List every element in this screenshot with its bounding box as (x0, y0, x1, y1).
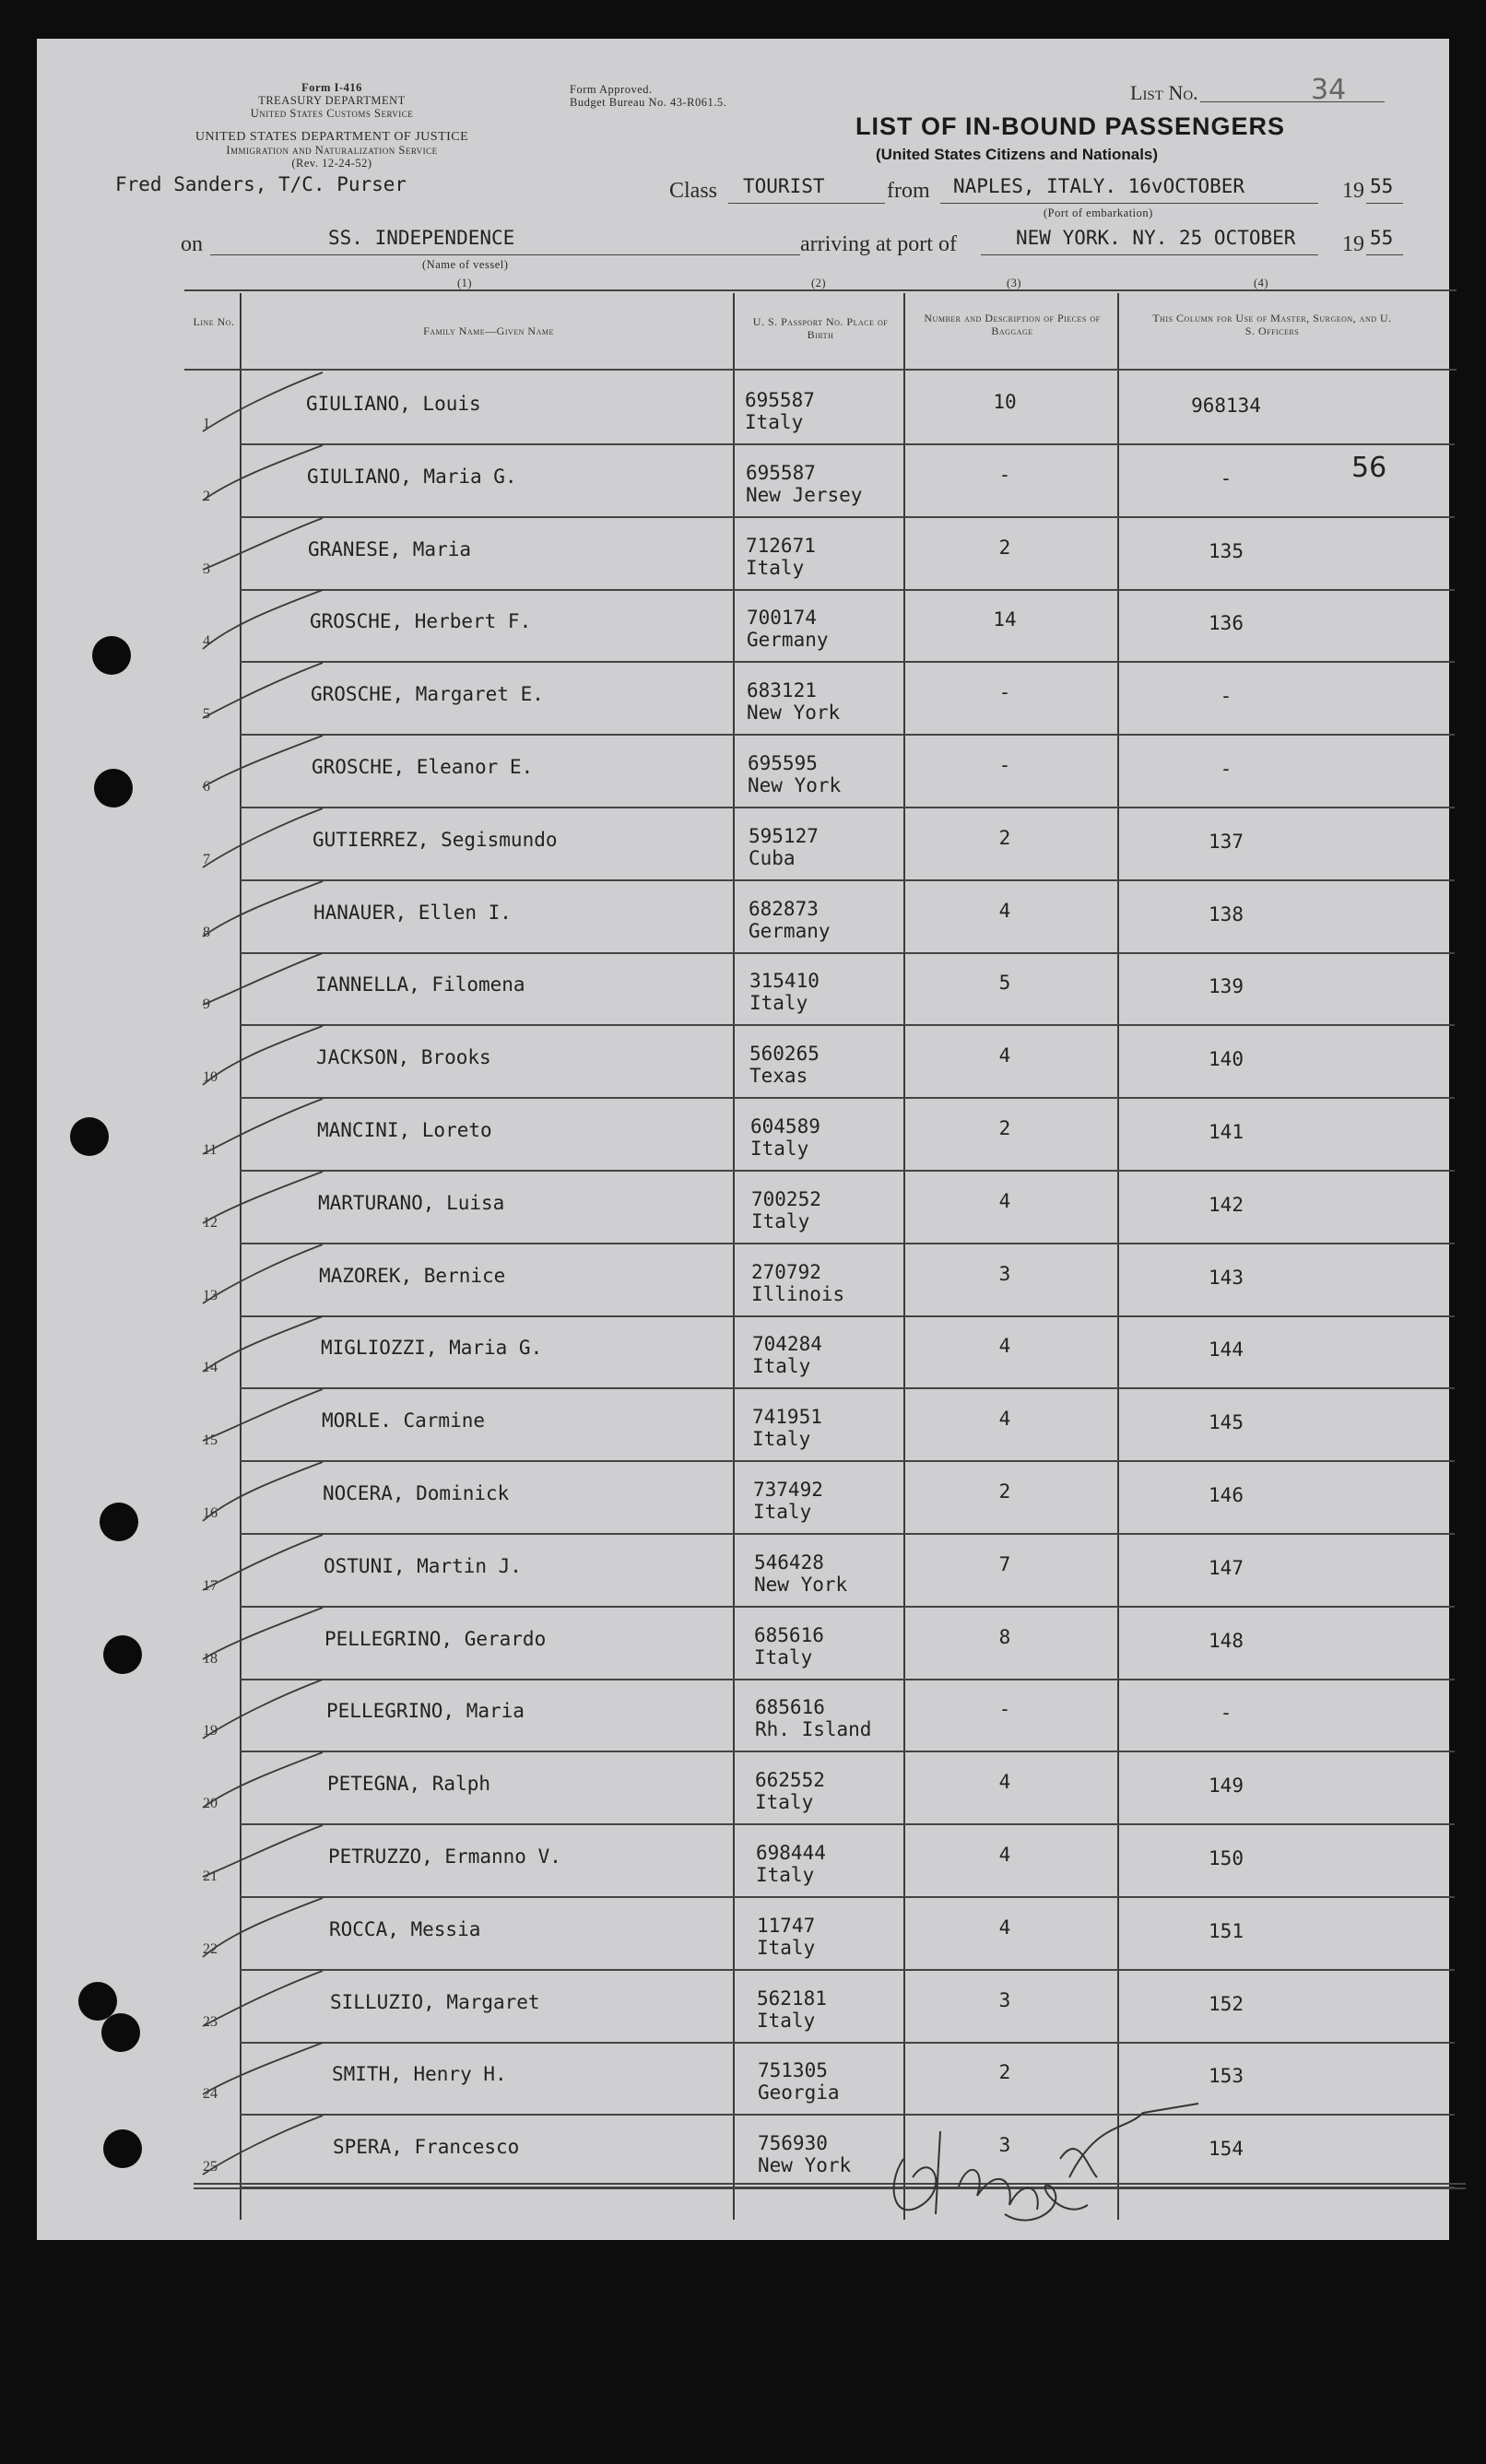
passenger-name: PELLEGRINO, Gerardo (324, 1628, 547, 1650)
purser-name: Fred Sanders, T/C. Purser (115, 173, 407, 195)
passport-cell (757, 1987, 827, 2032)
baggage-count: 4 (998, 1916, 1011, 1939)
place-of-birth: Italy (752, 1428, 811, 1450)
officer-number: 152 (1209, 1993, 1244, 2015)
table-row (37, 590, 1449, 663)
table-row (37, 1535, 1449, 1608)
place-of-birth: Italy (749, 992, 808, 1014)
handwritten-signature (848, 2048, 1217, 2233)
arrival-blank (981, 254, 1318, 255)
passport-number: 695595 (748, 752, 818, 774)
passport-cell (749, 970, 820, 1014)
baggage-count: 10 (993, 391, 1017, 413)
col-header-baggage: Number and Description of Pieces of Baggage (924, 312, 1101, 337)
vessel-blank (210, 254, 800, 255)
passport-cell (752, 1406, 822, 1450)
passenger-name: MARTURANO, Luisa (318, 1192, 505, 1214)
line-number: 23 (203, 2014, 218, 2030)
passenger-name: IANNELLA, Filomena (315, 973, 525, 996)
baggage-count: 4 (998, 1408, 1011, 1430)
form-issuer-block (175, 81, 489, 120)
check-mark (194, 1239, 341, 1313)
passport-cell (754, 1624, 824, 1668)
place-of-birth: Italy (752, 1355, 811, 1377)
passport-number: 11747 (757, 1915, 816, 1937)
treasury-dept: TREASURY DEPARTMENT (258, 94, 406, 107)
baggage-count: 2 (998, 536, 1011, 559)
passport-cell (751, 1188, 821, 1232)
officer-number: 136 (1209, 612, 1244, 634)
passport-number: 700174 (747, 607, 817, 629)
passenger-manifest-page (37, 39, 1449, 2240)
line-number: 24 (203, 2086, 218, 2102)
passport-cell (758, 2132, 851, 2176)
baggage-count: 8 (998, 1626, 1011, 1648)
justice-dept: UNITED STATES DEPARTMENT OF JUSTICE (195, 130, 469, 144)
officer-number: 144 (1209, 1338, 1244, 1361)
passenger-name: GIULIANO, Louis (306, 393, 481, 415)
passport-cell (751, 1261, 844, 1305)
passport-number: 700252 (751, 1188, 821, 1210)
officer-number: 137 (1209, 831, 1244, 853)
line-number: 16 (203, 1505, 218, 1521)
table-row (37, 2116, 1449, 2188)
place-of-birth: Cuba (749, 847, 796, 869)
check-mark (194, 876, 341, 949)
check-mark (194, 1892, 341, 1966)
officer-number: 150 (1209, 1847, 1244, 1869)
baggage-count: 2 (998, 1117, 1011, 1139)
baggage-count: 4 (998, 1190, 1011, 1212)
officer-number: 142 (1209, 1194, 1244, 1216)
passenger-name: JACKSON, Brooks (316, 1046, 491, 1068)
check-mark (194, 367, 341, 441)
passport-cell (747, 607, 829, 651)
table-top-rule (184, 289, 1457, 291)
line-number: 18 (203, 1651, 218, 1667)
col-header-passport: U. S. Passport No. Place of Birth (752, 315, 889, 341)
line-number: 1 (203, 416, 210, 431)
passenger-name: GUTIERREZ, Segismundo (313, 829, 558, 851)
passport-number: 685616 (754, 1624, 824, 1646)
check-mark (194, 1020, 341, 1094)
port-embark-label: (Port of embarkation) (1044, 206, 1153, 219)
passenger-name: GIULIANO, Maria G. (307, 466, 517, 488)
table-row (37, 372, 1449, 445)
place-of-birth: Italy (755, 1791, 814, 1813)
baggage-count: 4 (998, 1335, 1011, 1357)
line-number: 17 (203, 1578, 218, 1594)
line-number: 12 (203, 1215, 218, 1231)
line-number: 20 (203, 1796, 218, 1811)
officer-number: 154 (1209, 2138, 1244, 2160)
place-of-birth: New York (747, 701, 841, 724)
baggage-count: 5 (998, 972, 1011, 994)
page-subtitle: (United States Citizens and Nationals) (876, 146, 1159, 163)
from-label: from (887, 179, 930, 203)
passport-number: 695587 (745, 389, 815, 411)
place-of-birth: Italy (757, 1937, 816, 1959)
passenger-name: NOCERA, Dominick (323, 1482, 510, 1504)
passport-number: 737492 (753, 1479, 823, 1501)
place-of-birth: New York (748, 774, 842, 796)
passport-number: 741951 (752, 1406, 822, 1428)
baggage-count: 4 (998, 1771, 1011, 1793)
passenger-name: GRANESE, Maria (308, 538, 472, 560)
passport-cell (747, 679, 840, 724)
passport-number: 756930 (758, 2132, 828, 2154)
passport-number: 604589 (750, 1115, 820, 1138)
passport-number: 698444 (756, 1842, 826, 1864)
place-of-birth: Italy (753, 1501, 812, 1523)
year-blank-2 (1366, 254, 1403, 255)
passport-cell (745, 389, 815, 433)
line-number: 19 (203, 1723, 218, 1739)
form-number: Form I-416 (301, 81, 362, 94)
class-value: TOURIST (743, 175, 825, 197)
line-number: 3 (203, 561, 210, 577)
baggage-count: 3 (998, 1989, 1011, 2011)
list-no-blank (1200, 101, 1385, 102)
place-of-birth: Italy (751, 1210, 810, 1232)
year-blank-1 (1366, 203, 1403, 204)
place-of-birth: Illinois (751, 1283, 845, 1305)
header-bottom-rule (184, 369, 1457, 371)
col-header-line-no: Line No. (193, 315, 235, 328)
passport-cell (749, 898, 831, 942)
table-row (37, 1752, 1449, 1825)
passenger-name: GROSCHE, Herbert F. (310, 610, 532, 632)
table-row (37, 808, 1449, 881)
baggage-count: 4 (998, 1044, 1011, 1067)
col-index-2: (2) (811, 277, 827, 289)
check-mark (194, 1820, 341, 1893)
year-prefix-2: 19 (1342, 232, 1364, 256)
officer-number: 135 (1209, 540, 1244, 562)
passport-cell (750, 1115, 820, 1160)
line-number: 14 (203, 1360, 218, 1375)
place-of-birth: Italy (756, 1864, 815, 1886)
line-number: 10 (203, 1069, 218, 1085)
passport-cell (757, 1915, 815, 1959)
baggage-count: 4 (998, 900, 1011, 922)
form-approval (570, 83, 726, 109)
table-row (37, 518, 1449, 591)
passport-number: 270792 (751, 1261, 821, 1283)
col-header-officers: This Column for Use of Master, Surgeon, and U. S. Officers (1152, 312, 1392, 337)
passenger-name: SMITH, Henry H. (332, 2063, 507, 2085)
passport-number: 712671 (746, 535, 816, 557)
baggage-count: 3 (998, 1263, 1011, 1285)
officer-number: 968134 (1191, 395, 1261, 417)
check-mark (194, 1166, 341, 1240)
budget-bureau: Budget Bureau No. 43-R061.5. (570, 96, 727, 109)
table-row (37, 953, 1449, 1026)
passport-number: 683121 (747, 679, 817, 701)
passenger-name: HANAUER, Ellen I. (313, 902, 512, 924)
passport-number: 662552 (755, 1769, 825, 1791)
passport-cell (755, 1769, 825, 1813)
check-mark (194, 2110, 341, 2184)
place-of-birth: Italy (745, 411, 804, 433)
col-index-4: (4) (1254, 277, 1269, 289)
baggage-count: - (998, 754, 1011, 776)
place-of-birth: Rh. Island (755, 1718, 872, 1740)
officer-number: 140 (1209, 1048, 1244, 1070)
check-mark (194, 1311, 341, 1385)
vessel-name: SS. INDEPENDENCE (328, 227, 515, 249)
year-2: 55 (1370, 227, 1394, 249)
passport-cell (746, 535, 816, 579)
place-of-birth: New Jersey (746, 484, 863, 506)
class-label: Class (669, 179, 718, 203)
officer-number: 146 (1209, 1484, 1244, 1506)
passenger-name: MIGLIOZZI, Maria G. (321, 1337, 543, 1359)
check-mark (194, 440, 341, 513)
table-row (37, 1608, 1449, 1680)
check-mark (194, 1602, 341, 1676)
line-number: 4 (203, 633, 210, 649)
passport-number: 560265 (749, 1043, 820, 1065)
table-row (37, 2043, 1449, 2116)
passport-cell (753, 1479, 823, 1523)
col-index-1: (1) (457, 277, 473, 289)
passport-number: 315410 (749, 970, 820, 992)
line-number: 7 (203, 852, 210, 867)
line-number: 13 (203, 1288, 218, 1303)
line-number: 6 (203, 779, 210, 795)
col-index-3: (3) (1007, 277, 1022, 289)
table-row (37, 1244, 1449, 1317)
baggage-count: - (998, 681, 1011, 703)
form-revision: (Rev. 12-24-52) (291, 157, 372, 170)
passport-number: 682873 (749, 898, 819, 920)
place-of-birth: Texas (749, 1065, 808, 1087)
check-mark (194, 2037, 341, 2111)
list-no-label: List No. (1130, 81, 1198, 104)
passenger-name: PELLEGRINO, Maria (326, 1700, 525, 1722)
table-row (37, 881, 1449, 954)
page-title: LIST OF IN-BOUND PASSENGERS (855, 112, 1286, 140)
line-number: 5 (203, 706, 210, 722)
officer-number: 138 (1209, 903, 1244, 925)
check-mark (194, 1456, 341, 1530)
vessel-name-label: (Name of vessel) (422, 258, 509, 271)
place-of-birth: New York (758, 2154, 852, 2176)
check-mark (194, 730, 341, 804)
passenger-name: MANCINI, Loreto (317, 1119, 492, 1141)
passport-cell (758, 2059, 840, 2104)
baggage-count: 4 (998, 1844, 1011, 1866)
place-of-birth: Germany (749, 920, 831, 942)
officer-number: 148 (1209, 1630, 1244, 1652)
place-of-birth: Italy (757, 2010, 816, 2032)
passport-cell (748, 752, 841, 796)
baggage-count: 2 (998, 827, 1011, 849)
passport-cell (756, 1842, 826, 1886)
table-row (37, 1316, 1449, 1389)
place-of-birth: Germany (747, 629, 829, 651)
table-row (37, 1099, 1449, 1172)
officer-number: - (1220, 685, 1232, 707)
year-prefix-1: 19 (1342, 179, 1364, 203)
officer-number: 141 (1209, 1121, 1244, 1143)
place-of-birth: Georgia (758, 2081, 840, 2104)
line-number: 21 (203, 1869, 218, 1884)
passport-number: 562181 (757, 1987, 827, 2010)
officer-number: - (1220, 1702, 1232, 1724)
passenger-name: PETEGNA, Ralph (327, 1773, 491, 1795)
passport-cell (749, 1043, 820, 1087)
check-mark (194, 1747, 341, 1821)
customs-service: United States Customs Service (250, 107, 414, 120)
check-mark (194, 513, 341, 586)
officer-number: 149 (1209, 1774, 1244, 1797)
line-number: 8 (203, 925, 210, 940)
table-row (37, 1172, 1449, 1244)
from-blank (940, 203, 1318, 204)
officer-number: 139 (1209, 975, 1244, 997)
baggage-count: - (998, 464, 1011, 486)
margin-note: 56 (1351, 452, 1387, 484)
ins-service: Immigration and Naturalization Service (226, 144, 438, 157)
passenger-name: OSTUNI, Martin J. (324, 1555, 522, 1577)
table-row (37, 663, 1449, 736)
passport-number: 704284 (752, 1333, 822, 1355)
passport-cell (754, 1551, 847, 1596)
table-row (37, 736, 1449, 808)
table-row (37, 1680, 1449, 1752)
officer-number: 143 (1209, 1267, 1244, 1289)
line-number: 25 (203, 2159, 218, 2175)
passport-number: 685616 (755, 1696, 825, 1718)
year-1: 55 (1370, 175, 1394, 197)
passport-cell (752, 1333, 822, 1377)
passport-number: 751305 (758, 2059, 828, 2081)
line-number: 2 (203, 489, 210, 504)
place-of-birth: Italy (746, 557, 805, 579)
embark-port: NAPLES, ITALY. 16vOCTOBER (953, 175, 1245, 197)
passenger-name: GROSCHE, Margaret E. (311, 683, 544, 705)
baggage-count: 3 (998, 2134, 1011, 2156)
baggage-count: - (998, 1698, 1011, 1720)
passport-number: 595127 (749, 825, 819, 847)
form-approved: Form Approved. (570, 83, 653, 96)
list-no-value: 34 (1311, 74, 1347, 106)
line-number: 15 (203, 1432, 218, 1448)
justice-block (175, 131, 489, 170)
check-mark (194, 803, 341, 877)
officer-number: - (1220, 467, 1232, 489)
officer-number: - (1220, 758, 1232, 780)
table-bottom-rule (194, 2183, 1466, 2185)
check-mark (194, 657, 341, 731)
baggage-count: 2 (998, 1480, 1011, 1503)
passport-number: 695587 (746, 462, 816, 484)
passport-number: 546428 (754, 1551, 824, 1574)
passenger-name: MORLE. Carmine (322, 1409, 486, 1432)
line-number: 22 (203, 1941, 218, 1957)
passenger-name: SILLUZIO, Margaret (330, 1991, 540, 2013)
passenger-name: SPERA, Francesco (333, 2136, 520, 2158)
place-of-birth: Italy (750, 1138, 809, 1160)
check-mark (194, 1965, 341, 2039)
check-mark (194, 1093, 341, 1167)
on-label: on (181, 232, 203, 256)
check-mark (194, 584, 341, 658)
arrival-port: NEW YORK. NY. 25 OCTOBER (1016, 227, 1296, 249)
officer-number: 151 (1209, 1920, 1244, 1942)
table-bottom-rule-2 (194, 2187, 1466, 2189)
baggage-count: 2 (998, 2061, 1011, 2083)
place-of-birth: Italy (754, 1646, 813, 1668)
arriving-label: arriving at port of (800, 232, 957, 256)
passenger-name: MAZOREK, Bernice (319, 1265, 506, 1287)
table-row (37, 1825, 1449, 1898)
passenger-name: ROCCA, Messia (329, 1918, 481, 1940)
check-mark (194, 948, 341, 1021)
table-row (37, 1971, 1449, 2044)
line-number: 9 (203, 996, 210, 1012)
check-mark (194, 1529, 341, 1603)
line-number: 11 (203, 1142, 218, 1158)
place-of-birth: New York (754, 1574, 848, 1596)
check-mark (194, 1674, 341, 1748)
officer-number: 147 (1209, 1557, 1244, 1579)
passport-cell (746, 462, 862, 506)
table-row (37, 1389, 1449, 1462)
passenger-name: GROSCHE, Eleanor E. (312, 756, 534, 778)
class-blank (728, 203, 885, 204)
passport-cell (749, 825, 819, 869)
baggage-count: 7 (998, 1553, 1011, 1575)
check-mark (194, 1384, 341, 1457)
table-row (37, 1898, 1449, 1971)
passport-cell (755, 1696, 871, 1740)
table-row (37, 1026, 1449, 1099)
col-header-name: Family Name—Given Name (423, 324, 554, 337)
table-row (37, 445, 1449, 518)
officer-number: 145 (1209, 1411, 1244, 1433)
passenger-name: PETRUZZO, Ermanno V. (328, 1845, 561, 1868)
officer-number: 153 (1209, 2065, 1244, 2087)
baggage-count: 14 (993, 608, 1017, 631)
table-row (37, 1462, 1449, 1535)
